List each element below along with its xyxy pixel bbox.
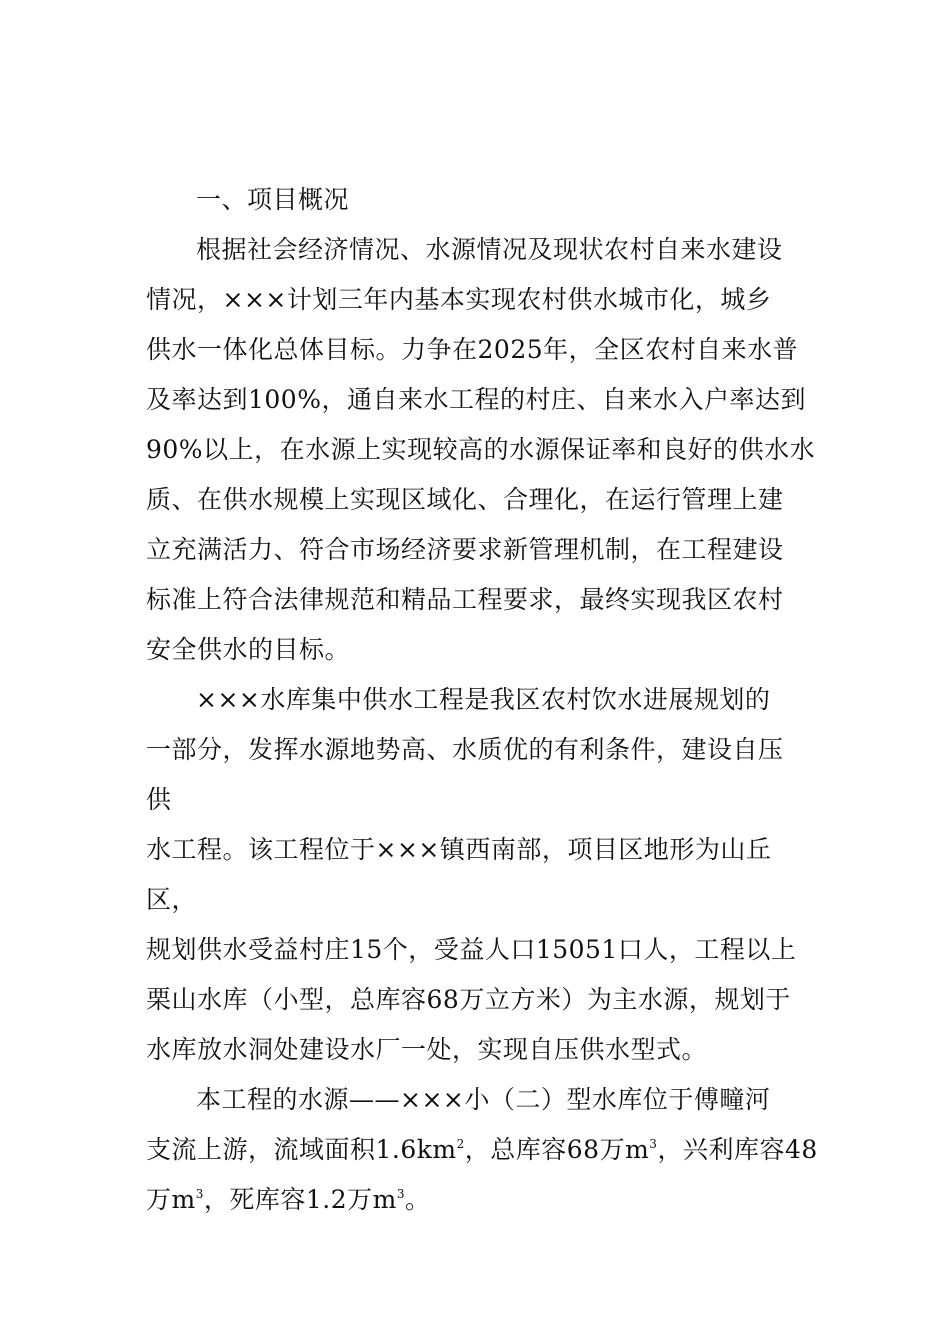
paragraph-line: 立充满活力、符合市场经济要求新管理机制，在工程建设: [146, 535, 784, 564]
paragraph-line: [146, 1184, 816, 1216]
paragraph-line: 供: [146, 785, 172, 814]
superscript: 3: [396, 1187, 405, 1201]
paragraph-line: 标准上符合法律规范和精品工程要求，最终实现我区农村: [146, 585, 784, 614]
paragraph-line: 本工程的水源——×××小（二）型水库位于傅疃河: [196, 1085, 771, 1114]
text-run: 万m: [146, 1185, 196, 1214]
paragraph-line: 规划供水受益村庄15个，受益人口15051口人，工程以上: [146, 935, 797, 964]
paragraph-line: 90%以上，在水源上实现较高的水源保证率和良好的供水水: [146, 435, 816, 464]
paragraph-line: 根据社会经济情况、水源情况及现状农村自来水建设: [196, 235, 783, 264]
paragraph-line: 情况，×××计划三年内基本实现农村供水城市化，城乡: [146, 285, 772, 314]
text-run: 。: [404, 1185, 431, 1214]
paragraph-line: 质、在供水规模上实现区域化、合理化，在运行管理上建: [146, 485, 784, 514]
text-run: ，死库容1.2万m: [203, 1185, 397, 1214]
paragraph-line: ×××水库集中供水工程是我区农村饮水进展规划的: [196, 685, 771, 714]
paragraph-line: 供水一体化总体目标。力争在2025年，全区农村自来水普: [146, 335, 799, 364]
text-run: 支流上游，流域面积1.6km: [146, 1135, 457, 1164]
paragraph-line: [146, 1134, 816, 1166]
superscript: 2: [456, 1137, 465, 1151]
superscript: 3: [195, 1187, 204, 1201]
section-heading: 一、项目概况: [196, 185, 350, 214]
paragraph-line: 水库放水洞处建设水厂一处，实现自压供水型式。: [146, 1035, 708, 1064]
paragraph-line: 区，: [146, 885, 198, 914]
paragraph-line: 一部分，发挥水源地势高、水质优的有利条件，建设自压: [146, 735, 784, 764]
text-run: ，兴利库容48: [657, 1135, 818, 1164]
paragraph-line: 及率达到100%，通自来水工程的村庄、自来水入户率达到: [146, 385, 806, 414]
paragraph-line: 水工程。该工程位于×××镇西南部，项目区地形为山丘: [146, 835, 772, 864]
text-run: ，总库容68万m: [464, 1135, 650, 1164]
paragraph-line: 安全供水的目标。: [146, 635, 351, 664]
superscript: 3: [649, 1137, 658, 1151]
paragraph-line: 栗山水库（小型，总库容68万立方米）为主水源，规划于: [146, 985, 791, 1014]
